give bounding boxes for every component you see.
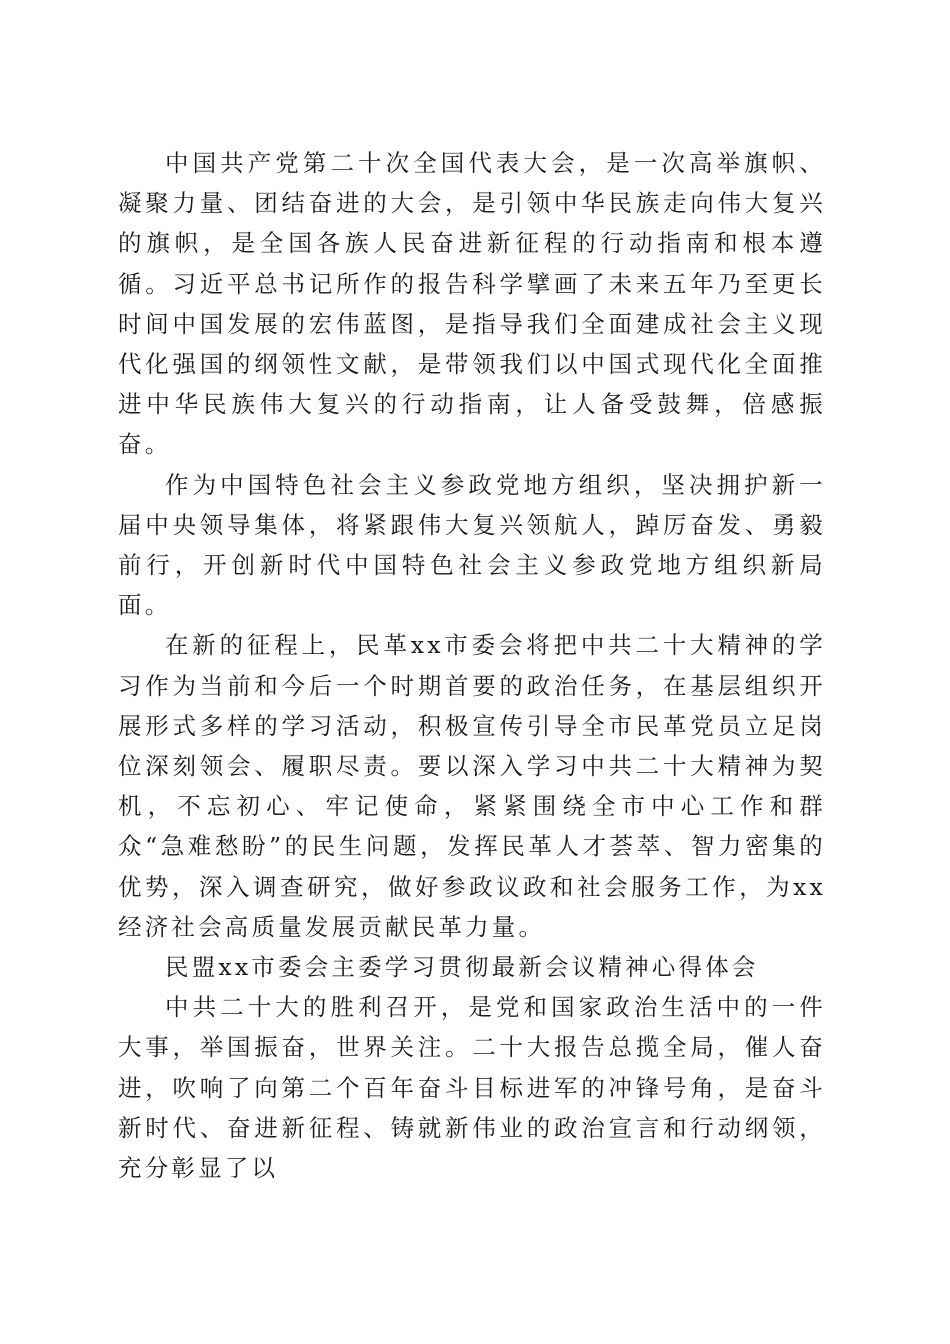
paragraph-2: 作为中国特色社会主义参政党地方组织，坚决拥护新一届中央领导集体，将紧跟伟大复兴领航人，踔厉奋发、勇毅前行，开创新时代中国特色社会主义参政党地方组织新局面。: [118, 470, 826, 620]
section-title: 民盟xx市委会主委学习贯彻最新会议精神心得体会: [165, 953, 759, 982]
document-body: [118, 143, 826, 1188]
paragraph-4: 中共二十大的胜利召开，是党和国家政治生活中的一件大事，举国振奋，世界关注。二十大报告总揽全局，催人奋进，吹响了向第二个百年奋斗目标进军的冲锋号角，是奋斗新时代、奋进新征程、铸就新伟业的政治宣言和行动纲领，充分彰显了以: [118, 993, 826, 1183]
paragraph-1: 中国共产党第二十次全国代表大会，是一次高举旗帜、凝聚力量、团结奋进的大会，是引领中华民族走向伟大复兴的旗帜，是全国各族人民奋进新征程的行动指南和根本遵循。习近平总书记所作的报告科学擘画了未来五年乃至更长时间中国发展的宏伟蓝图，是指导我们全面建成社会主义现代化强国的纲领性文献，是带领我们以中国式现代化全面推进中华民族伟大复兴的行动指南，让人备受鼓舞，倍感振奋。: [118, 149, 826, 459]
paragraph-3: 在新的征程上，民革xx市委会将把中共二十大精神的学习作为当前和今后一个时期首要的政治任务，在基层组织开展形式多样的学习活动，积极宣传引导全市民革党员立足岗位深刻领会、履职尽责。要以深入学习中共二十大精神为契机，不忘初心、牢记使命，紧紧围绕全市中心工作和群众“急难愁盼”的民生问题，发挥民革人才荟萃、智力密集的优势，深入调查研究，做好参政议政和社会服务工作，为xx经济社会高质量发展贡献民革力量。: [118, 631, 826, 941]
